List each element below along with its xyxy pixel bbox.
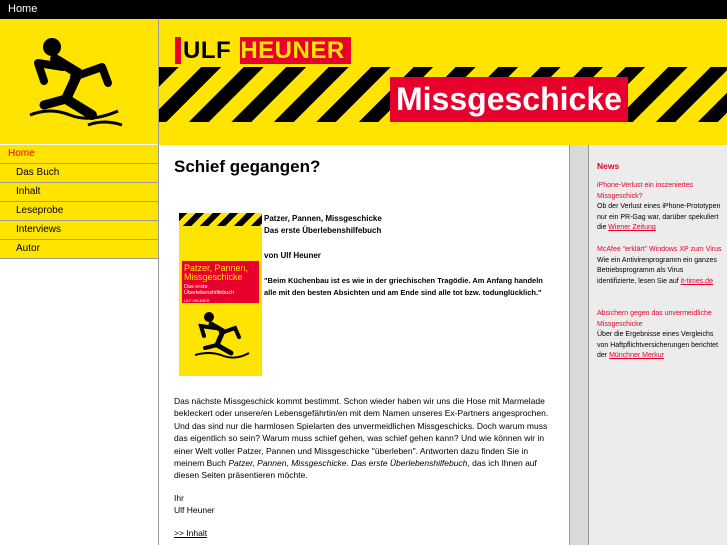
- intro-paragraph: Das nächste Missgeschick kommt bestimmt. Schon wieder haben wir uns die Hose mit Marmelade bekleckert oder unsere/en Lebensgefährtin/en mit dem Namen unseres Ex-Partners angesprochen. Und das sind nur die harmlosen Spielarten des unvermeidlichen Missgeschicks. Doch warum muss das eigentlich so sein? Warum muss schief gehen, was schief gehen kann? Und wie können wir in einer Welt voller Patzer, Pannen und Missgeschicke "überleben". Antworten dazu finden Sie in meinem Buch: [174, 396, 549, 469]
- news-text: Über die Ergebnisse eines Vergleichs von Haftpflichtversicherungen berichtet der: [597, 331, 719, 359]
- book-cover[interactable]: [179, 213, 262, 376]
- news-text: Ob der Verlust eines iPhone-Prototypen nur ein PR-Gag war, darüber spekuliert die: [597, 203, 721, 231]
- book-subtitle: Das erste Überlebenshilfebuch: [264, 226, 382, 235]
- left-yellow-band: [0, 139, 158, 144]
- news-headline-link[interactable]: iPhone-Verlust ein inszeniertes Missgeschick?: [597, 182, 694, 200]
- cover-title: Patzer, Pannen, Missgeschicke: [184, 263, 249, 282]
- cover-slipping-man-icon: [189, 307, 255, 369]
- sidebar-item-home[interactable]: Home: [0, 145, 158, 164]
- header-banner: [159, 19, 727, 145]
- cover-subtitle: Das erste Überlebenshilfebuch: [184, 284, 235, 296]
- book-info: [264, 213, 554, 299]
- inhalt-link[interactable]: >> Inhalt: [174, 528, 208, 538]
- slipping-man-icon: [0, 19, 158, 139]
- news-panel: [588, 145, 727, 545]
- page-title: Schief gegangen?: [174, 157, 321, 176]
- right-column: [570, 145, 727, 545]
- news-source-link[interactable]: Münchner Merkur: [609, 352, 664, 359]
- intro-paragraph-end: , das ich Ihnen auf diesen Seiten präsentieren möchte.: [174, 458, 537, 481]
- intro-book-title: Patzer, Pannen, Missgeschicke. Das erste Überlebenshilfebuch: [228, 458, 468, 469]
- book-author: von Ulf Heuner: [264, 251, 321, 260]
- cover-title-box: [182, 261, 259, 303]
- news-item: [597, 309, 722, 362]
- book-title: Patzer, Pannen, Missgeschicke: [264, 214, 382, 223]
- cover-stripes: [179, 213, 262, 226]
- top-bar: [0, 0, 727, 19]
- signature: [174, 492, 215, 516]
- news-heading: News: [597, 161, 620, 171]
- news-source-link[interactable]: Wiener Zeitung: [608, 224, 656, 231]
- sidebar-item-inhalt[interactable]: Inhalt: [0, 183, 158, 202]
- author-last-name: HEUNER: [240, 37, 345, 64]
- logo[interactable]: [0, 19, 159, 139]
- author-first-name: ULF: [183, 37, 239, 64]
- cover-author: ULF HEUNER: [184, 298, 210, 303]
- signature-greeting: Ihr: [174, 493, 184, 503]
- top-home-link[interactable]: Home: [8, 3, 38, 15]
- sidebar-item-das-buch[interactable]: Das Buch: [0, 164, 158, 183]
- book-quote: "Beim Küchenbau ist es wie in der griechischen Tragödie. Am Anfang handeln alle mit den besten Absichten und am Ende sind alle tot bzw. todunglücklich.": [264, 276, 543, 297]
- news-source-link[interactable]: it-times.de: [680, 277, 713, 285]
- news-headline-link[interactable]: Absichern gegen das unvermeidliche Missgeschicke: [597, 310, 712, 328]
- author-title: [175, 37, 351, 64]
- sidebar-item-autor[interactable]: Autor: [0, 240, 158, 259]
- main-content: [159, 145, 570, 545]
- news-item: [597, 245, 722, 287]
- news-headline-link[interactable]: McAfee "erklärt" Windows XP zum Virus: [597, 246, 722, 253]
- news-text: Wie ein Antivirenprogramm ein ganzes Betriebsprogramm als Virus identifizierte, lesen Sie auf: [597, 256, 717, 285]
- sidebar-nav: [0, 145, 158, 259]
- brand-title: Missgeschicke: [390, 77, 628, 122]
- sidebar-item-interviews[interactable]: Interviews: [0, 221, 158, 240]
- signature-name: Ulf Heuner: [174, 505, 215, 515]
- intro-text: [174, 395, 559, 494]
- sidebar-item-leseprobe[interactable]: Leseprobe: [0, 202, 158, 221]
- news-item: [597, 181, 722, 234]
